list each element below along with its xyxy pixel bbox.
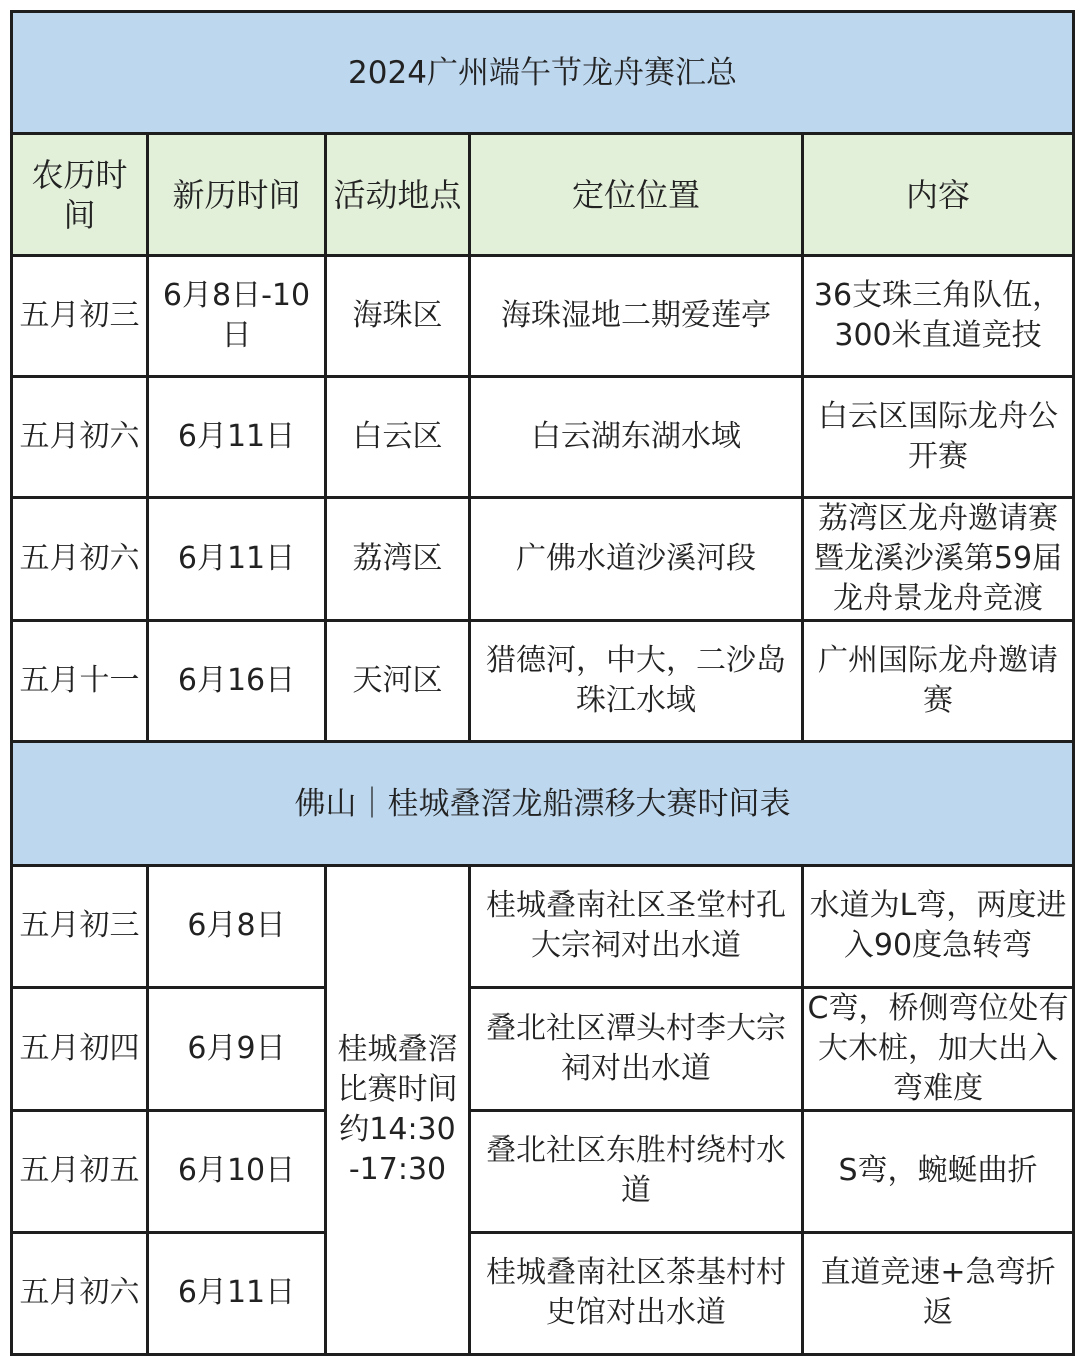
- date-cell: 6月11日: [148, 498, 326, 621]
- header-row: [12, 134, 1074, 256]
- guangzhou-title: 2024广州端午节龙舟赛汇总: [12, 12, 1074, 134]
- lunar-cell: 五月初五: [12, 1110, 148, 1232]
- district-cell: 天河区: [326, 621, 470, 742]
- lunar-cell: 五月初三: [12, 256, 148, 377]
- location-cell: 叠北社区潭头村李大宗祠对出水道: [470, 987, 803, 1110]
- schedule-table: [10, 10, 1075, 1356]
- location-cell: 广佛水道沙溪河段: [470, 498, 803, 621]
- foshan-title-row: [12, 742, 1074, 865]
- table-row: [12, 377, 1074, 498]
- lunar-cell: 五月初三: [12, 865, 148, 987]
- table-row: [12, 621, 1074, 742]
- location-cell: 桂城叠南社区圣堂村孔大宗祠对出水道: [470, 865, 803, 987]
- date-cell: 6月8日-10日: [148, 256, 326, 377]
- content-cell: 水道为L弯，两度进入90度急转弯: [803, 865, 1074, 987]
- foshan-title: 佛山｜桂城叠滘龙船漂移大赛时间表: [12, 742, 1074, 865]
- header-district: 活动地点: [326, 134, 470, 256]
- table-row: [12, 1232, 1074, 1354]
- table-row: [12, 498, 1074, 621]
- table-row: [12, 1110, 1074, 1232]
- date-cell: 6月11日: [148, 1232, 326, 1354]
- date-cell: 6月10日: [148, 1110, 326, 1232]
- content-cell: S弯，蜿蜒曲折: [803, 1110, 1074, 1232]
- district-cell: 海珠区: [326, 256, 470, 377]
- table-row: [12, 256, 1074, 377]
- date-cell: 6月9日: [148, 987, 326, 1110]
- guangzhou-title-row: [12, 12, 1074, 134]
- location-cell: 桂城叠南社区茶基村村史馆对出水道: [470, 1232, 803, 1354]
- location-cell: 海珠湿地二期爱莲亭: [470, 256, 803, 377]
- date-cell: 6月11日: [148, 377, 326, 498]
- lunar-cell: 五月十一: [12, 621, 148, 742]
- content-cell: 广州国际龙舟邀请赛: [803, 621, 1074, 742]
- district-cell: 荔湾区: [326, 498, 470, 621]
- lunar-cell: 五月初六: [12, 377, 148, 498]
- table-row: [12, 865, 1074, 987]
- header-location: 定位位置: [470, 134, 803, 256]
- district-cell: 白云区: [326, 377, 470, 498]
- lunar-cell: 五月初六: [12, 498, 148, 621]
- content-cell: C弯，桥侧弯位处有大木桩，加大出入弯难度: [803, 987, 1074, 1110]
- location-cell: 白云湖东湖水域: [470, 377, 803, 498]
- location-cell: 猎德河，中大，二沙岛珠江水域: [470, 621, 803, 742]
- content-cell: 白云区国际龙舟公开赛: [803, 377, 1074, 498]
- lunar-cell: 五月初六: [12, 1232, 148, 1354]
- content-cell: 荔湾区龙舟邀请赛暨龙溪沙溪第59届龙舟景龙舟竞渡: [803, 498, 1074, 621]
- content-cell: 直道竞速+急弯折返: [803, 1232, 1074, 1354]
- time-note-cell: 桂城叠滘比赛时间约14:30-17:30: [326, 865, 470, 1354]
- header-lunar: 农历时间: [12, 134, 148, 256]
- lunar-cell: 五月初四: [12, 987, 148, 1110]
- header-content: 内容: [803, 134, 1074, 256]
- table-row: [12, 987, 1074, 1110]
- content-cell: 36支珠三角队伍，300米直道竞技: [803, 256, 1074, 377]
- header-date: 新历时间: [148, 134, 326, 256]
- location-cell: 叠北社区东胜村绕村水道: [470, 1110, 803, 1232]
- date-cell: 6月16日: [148, 621, 326, 742]
- date-cell: 6月8日: [148, 865, 326, 987]
